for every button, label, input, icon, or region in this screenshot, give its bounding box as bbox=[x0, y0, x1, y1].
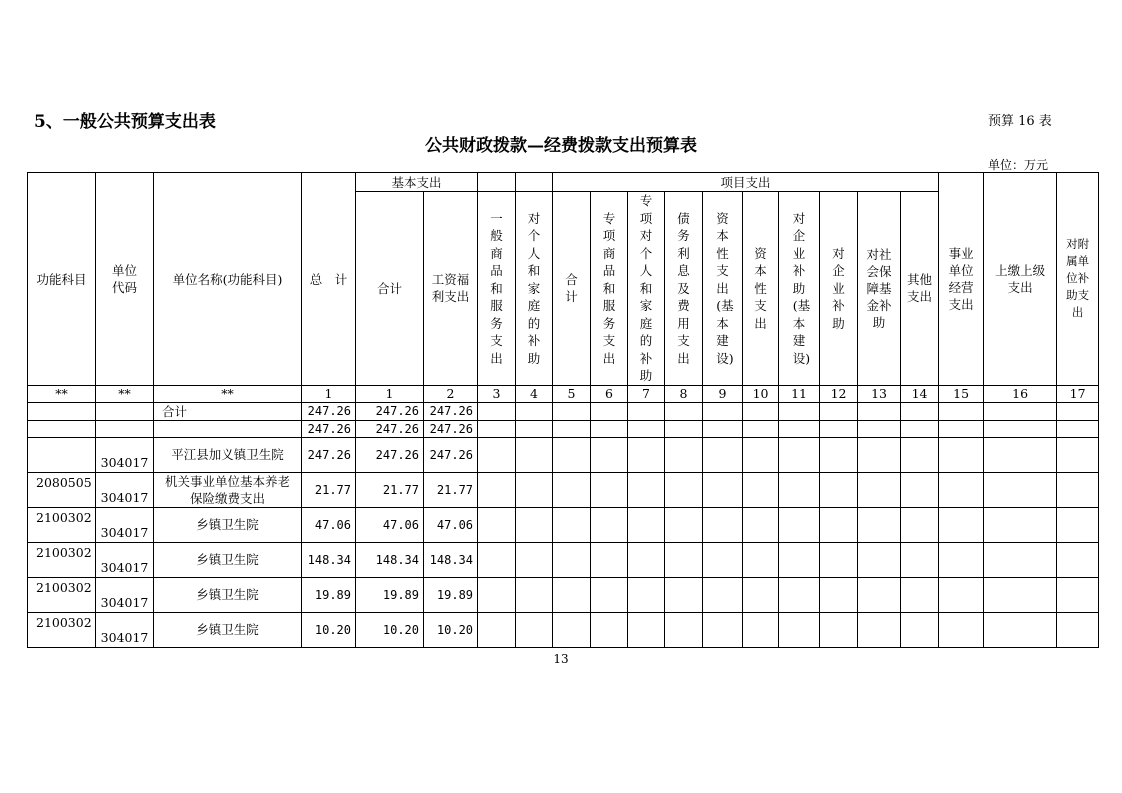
index-cell: 1 bbox=[302, 385, 356, 402]
empty-cell bbox=[665, 577, 703, 612]
empty-cell bbox=[516, 542, 553, 577]
table-number: 预算 16 表 bbox=[988, 114, 1052, 129]
header-proj-special-personal: 专项对个人和家庭的补助 bbox=[628, 192, 665, 386]
empty-cell bbox=[820, 507, 858, 542]
empty-cell bbox=[858, 577, 901, 612]
table-row bbox=[28, 612, 1099, 647]
empty-cell bbox=[516, 612, 553, 647]
empty-cell bbox=[478, 437, 516, 472]
empty-cell bbox=[703, 402, 743, 420]
empty-cell bbox=[628, 402, 665, 420]
func-subject-cell: 2080505 bbox=[28, 472, 96, 507]
basic-subtotal-cell: 247.26 bbox=[356, 420, 424, 437]
empty-cell bbox=[553, 472, 591, 507]
empty-cell bbox=[743, 507, 779, 542]
empty-cell bbox=[779, 612, 820, 647]
unit-code-cell: 304017 bbox=[96, 507, 154, 542]
index-cell: 5 bbox=[553, 385, 591, 402]
total-cell: 10.20 bbox=[302, 612, 356, 647]
index-cell: 16 bbox=[984, 385, 1057, 402]
empty-cell bbox=[703, 542, 743, 577]
empty-cell bbox=[516, 577, 553, 612]
table-row bbox=[28, 577, 1099, 612]
table-row bbox=[28, 472, 1099, 507]
unit-name-cell: 合计 bbox=[154, 402, 302, 420]
empty-cell bbox=[779, 420, 820, 437]
basic-subtotal-cell: 19.89 bbox=[356, 577, 424, 612]
empty-cell bbox=[1057, 507, 1099, 542]
header-business-unit: 事业单位经营支出 bbox=[939, 173, 984, 386]
unit-code-cell: 304017 bbox=[96, 437, 154, 472]
empty-cell bbox=[665, 542, 703, 577]
wage-cell: 10.20 bbox=[424, 612, 478, 647]
total-cell: 247.26 bbox=[302, 420, 356, 437]
empty-cell bbox=[743, 472, 779, 507]
empty-cell bbox=[478, 577, 516, 612]
empty-cell bbox=[591, 612, 628, 647]
unit-code-cell bbox=[96, 402, 154, 420]
header-enterprise-basic: 对企业补助(基本建设) bbox=[779, 192, 820, 386]
unit-name-cell: 乡镇卫生院 bbox=[154, 577, 302, 612]
wage-cell: 19.89 bbox=[424, 577, 478, 612]
header-capital-basic: 资本性支出(基本建设) bbox=[703, 192, 743, 386]
empty-cell bbox=[779, 472, 820, 507]
wage-cell: 148.34 bbox=[424, 542, 478, 577]
empty-cell bbox=[591, 472, 628, 507]
index-cell: 4 bbox=[516, 385, 553, 402]
empty-cell bbox=[591, 437, 628, 472]
empty-cell bbox=[743, 542, 779, 577]
empty-cell bbox=[1057, 612, 1099, 647]
index-cell: ** bbox=[154, 385, 302, 402]
func-subject-cell bbox=[28, 420, 96, 437]
empty-cell bbox=[553, 402, 591, 420]
empty-cell bbox=[743, 612, 779, 647]
empty-cell bbox=[984, 542, 1057, 577]
empty-cell bbox=[516, 402, 553, 420]
basic-subtotal-cell: 247.26 bbox=[356, 437, 424, 472]
header-basic-wage: 工资福利支出 bbox=[424, 192, 478, 386]
basic-subtotal-cell: 148.34 bbox=[356, 542, 424, 577]
empty-cell bbox=[779, 437, 820, 472]
header-debt-interest: 债务利息及费用支出 bbox=[665, 192, 703, 386]
empty-cell bbox=[591, 507, 628, 542]
header-proj-special-goods: 专项商品和服务支出 bbox=[591, 192, 628, 386]
empty-cell bbox=[553, 542, 591, 577]
empty-cell bbox=[820, 472, 858, 507]
index-cell: 14 bbox=[901, 385, 939, 402]
empty-cell bbox=[939, 420, 984, 437]
index-cell: ** bbox=[28, 385, 96, 402]
empty-cell bbox=[939, 612, 984, 647]
index-cell: 15 bbox=[939, 385, 984, 402]
empty-cell bbox=[516, 472, 553, 507]
empty-cell bbox=[1057, 437, 1099, 472]
empty-cell bbox=[628, 507, 665, 542]
empty-cell bbox=[703, 507, 743, 542]
index-cell: 6 bbox=[591, 385, 628, 402]
empty-cell bbox=[939, 577, 984, 612]
index-cell: 13 bbox=[858, 385, 901, 402]
func-subject-cell: 2100302 bbox=[28, 542, 96, 577]
empty-cell bbox=[591, 577, 628, 612]
index-row bbox=[28, 385, 1099, 402]
empty-cell bbox=[901, 402, 939, 420]
table-row bbox=[28, 420, 1099, 437]
index-cell: 8 bbox=[665, 385, 703, 402]
func-subject-cell: 2100302 bbox=[28, 577, 96, 612]
empty-cell bbox=[1057, 542, 1099, 577]
empty-cell bbox=[553, 577, 591, 612]
empty-cell bbox=[703, 472, 743, 507]
unit-name-cell: 平江县加义镇卫生院 bbox=[154, 437, 302, 472]
empty-cell bbox=[901, 577, 939, 612]
unit-code-cell bbox=[96, 420, 154, 437]
section-title: 5、一般公共预算支出表 bbox=[34, 112, 216, 132]
empty-cell bbox=[858, 507, 901, 542]
empty-cell bbox=[628, 472, 665, 507]
empty-cell bbox=[984, 437, 1057, 472]
total-cell: 21.77 bbox=[302, 472, 356, 507]
total-cell: 148.34 bbox=[302, 542, 356, 577]
unit-name-cell: 乡镇卫生院 bbox=[154, 612, 302, 647]
empty-cell bbox=[939, 437, 984, 472]
total-cell: 247.26 bbox=[302, 402, 356, 420]
empty-cell bbox=[939, 507, 984, 542]
empty-cell bbox=[858, 542, 901, 577]
empty-cell bbox=[703, 612, 743, 647]
empty-cell bbox=[820, 437, 858, 472]
empty-cell bbox=[901, 420, 939, 437]
wage-cell: 247.26 bbox=[424, 402, 478, 420]
wage-cell: 247.26 bbox=[424, 437, 478, 472]
header-basic-subtotal: 合计 bbox=[356, 192, 424, 386]
index-cell: 9 bbox=[703, 385, 743, 402]
empty-cell bbox=[1057, 577, 1099, 612]
header-social-security: 对社会保障基金补助 bbox=[858, 192, 901, 386]
main-title: 公共财政拨款—经费拨款支出预算表 bbox=[425, 136, 697, 156]
empty-cell bbox=[665, 612, 703, 647]
unit-code-cell: 304017 bbox=[96, 472, 154, 507]
empty-cell bbox=[665, 402, 703, 420]
empty-cell bbox=[591, 402, 628, 420]
empty-cell bbox=[901, 507, 939, 542]
index-cell: ** bbox=[96, 385, 154, 402]
empty-cell bbox=[553, 437, 591, 472]
header-row-1 bbox=[28, 173, 1099, 192]
empty-cell bbox=[858, 402, 901, 420]
empty-cell bbox=[743, 420, 779, 437]
empty-cell bbox=[703, 420, 743, 437]
empty-cell bbox=[665, 507, 703, 542]
header-affiliated-subsidy: 对附属单位补助支出 bbox=[1057, 173, 1099, 386]
table-row bbox=[28, 402, 1099, 420]
unit-name-cell: 乡镇卫生院 bbox=[154, 542, 302, 577]
unit-code-cell: 304017 bbox=[96, 542, 154, 577]
empty-cell bbox=[858, 472, 901, 507]
empty-cell bbox=[703, 577, 743, 612]
func-subject-cell bbox=[28, 402, 96, 420]
func-subject-cell: 2100302 bbox=[28, 612, 96, 647]
total-cell: 247.26 bbox=[302, 437, 356, 472]
empty-cell bbox=[628, 612, 665, 647]
empty-cell bbox=[665, 472, 703, 507]
empty-cell bbox=[939, 542, 984, 577]
empty-cell bbox=[820, 612, 858, 647]
empty-cell bbox=[478, 612, 516, 647]
empty-cell bbox=[1057, 472, 1099, 507]
basic-subtotal-cell: 47.06 bbox=[356, 507, 424, 542]
wage-cell: 47.06 bbox=[424, 507, 478, 542]
empty-cell bbox=[984, 402, 1057, 420]
empty-cell bbox=[665, 437, 703, 472]
header-capital: 资本性支出 bbox=[743, 192, 779, 386]
unit-name-cell: 机关事业单位基本养老保险缴费支出 bbox=[154, 472, 302, 507]
header-func-subject: 功能科目 bbox=[28, 173, 96, 386]
empty-cell bbox=[478, 402, 516, 420]
empty-cell bbox=[743, 437, 779, 472]
empty-cell bbox=[628, 420, 665, 437]
empty-cell bbox=[628, 542, 665, 577]
header-basic: 基本支出 bbox=[356, 173, 478, 192]
func-subject-cell bbox=[28, 437, 96, 472]
header-other: 其他支出 bbox=[901, 192, 939, 386]
index-cell: 2 bbox=[424, 385, 478, 402]
empty-cell bbox=[1057, 420, 1099, 437]
index-cell: 3 bbox=[478, 385, 516, 402]
index-cell: 1 bbox=[356, 385, 424, 402]
index-cell: 11 bbox=[779, 385, 820, 402]
wage-cell: 247.26 bbox=[424, 420, 478, 437]
budget-table bbox=[27, 172, 1099, 648]
empty-cell bbox=[901, 612, 939, 647]
header-general-goods: 一般商品和服务支出 bbox=[478, 192, 516, 386]
index-cell: 12 bbox=[820, 385, 858, 402]
empty-cell bbox=[703, 437, 743, 472]
empty-cell bbox=[591, 542, 628, 577]
empty-cell bbox=[939, 402, 984, 420]
basic-subtotal-cell: 10.20 bbox=[356, 612, 424, 647]
empty-cell bbox=[743, 577, 779, 612]
index-cell: 17 bbox=[1057, 385, 1099, 402]
empty-cell bbox=[478, 507, 516, 542]
unit-name-cell bbox=[154, 420, 302, 437]
table-row bbox=[28, 507, 1099, 542]
total-cell: 47.06 bbox=[302, 507, 356, 542]
header-total: 总 计 bbox=[302, 173, 356, 386]
empty-cell bbox=[779, 577, 820, 612]
empty-cell bbox=[516, 420, 553, 437]
index-cell: 10 bbox=[743, 385, 779, 402]
unit-code-cell: 304017 bbox=[96, 612, 154, 647]
header-proj-subtotal: 合计 bbox=[553, 192, 591, 386]
empty-cell bbox=[858, 612, 901, 647]
empty-cell bbox=[779, 507, 820, 542]
empty-cell bbox=[553, 612, 591, 647]
unit-name-cell: 乡镇卫生院 bbox=[154, 507, 302, 542]
page-number: 13 bbox=[553, 652, 569, 666]
total-cell: 19.89 bbox=[302, 577, 356, 612]
empty-cell bbox=[820, 402, 858, 420]
unit-code-cell: 304017 bbox=[96, 577, 154, 612]
header-unit-name: 单位名称(功能科目) bbox=[154, 173, 302, 386]
wage-cell: 21.77 bbox=[424, 472, 478, 507]
data-body bbox=[28, 402, 1099, 647]
basic-subtotal-cell: 21.77 bbox=[356, 472, 424, 507]
empty-cell bbox=[779, 542, 820, 577]
header-enterprise: 对企业补助 bbox=[820, 192, 858, 386]
table-row bbox=[28, 437, 1099, 472]
header-project: 项目支出 bbox=[553, 173, 939, 192]
empty-cell bbox=[984, 577, 1057, 612]
header-upper-payment: 上缴上级支出 bbox=[984, 173, 1057, 386]
empty-cell bbox=[984, 420, 1057, 437]
header-unit-code: 单位代码 bbox=[96, 173, 154, 386]
empty-cell bbox=[901, 542, 939, 577]
empty-cell bbox=[984, 507, 1057, 542]
index-cell: 7 bbox=[628, 385, 665, 402]
basic-subtotal-cell: 247.26 bbox=[356, 402, 424, 420]
unit-label: 单位：万元 bbox=[988, 158, 1049, 172]
empty-cell bbox=[478, 420, 516, 437]
empty-cell bbox=[516, 437, 553, 472]
empty-cell bbox=[1057, 402, 1099, 420]
empty-cell bbox=[984, 612, 1057, 647]
empty-cell bbox=[984, 472, 1057, 507]
empty-cell bbox=[820, 542, 858, 577]
empty-cell bbox=[901, 472, 939, 507]
empty-cell bbox=[591, 420, 628, 437]
empty-cell bbox=[820, 420, 858, 437]
empty-cell bbox=[553, 420, 591, 437]
empty-cell bbox=[628, 437, 665, 472]
empty-cell bbox=[478, 542, 516, 577]
empty-cell bbox=[858, 420, 901, 437]
empty-cell bbox=[743, 402, 779, 420]
empty-cell bbox=[779, 402, 820, 420]
table-row bbox=[28, 542, 1099, 577]
empty-cell bbox=[939, 472, 984, 507]
empty-cell bbox=[553, 507, 591, 542]
empty-cell bbox=[516, 507, 553, 542]
func-subject-cell: 2100302 bbox=[28, 507, 96, 542]
empty-cell bbox=[628, 577, 665, 612]
empty-cell bbox=[901, 437, 939, 472]
header-personal-family: 对个人和家庭的补助 bbox=[516, 192, 553, 386]
empty-cell bbox=[478, 472, 516, 507]
empty-cell bbox=[665, 420, 703, 437]
empty-cell bbox=[820, 577, 858, 612]
empty-cell bbox=[858, 437, 901, 472]
